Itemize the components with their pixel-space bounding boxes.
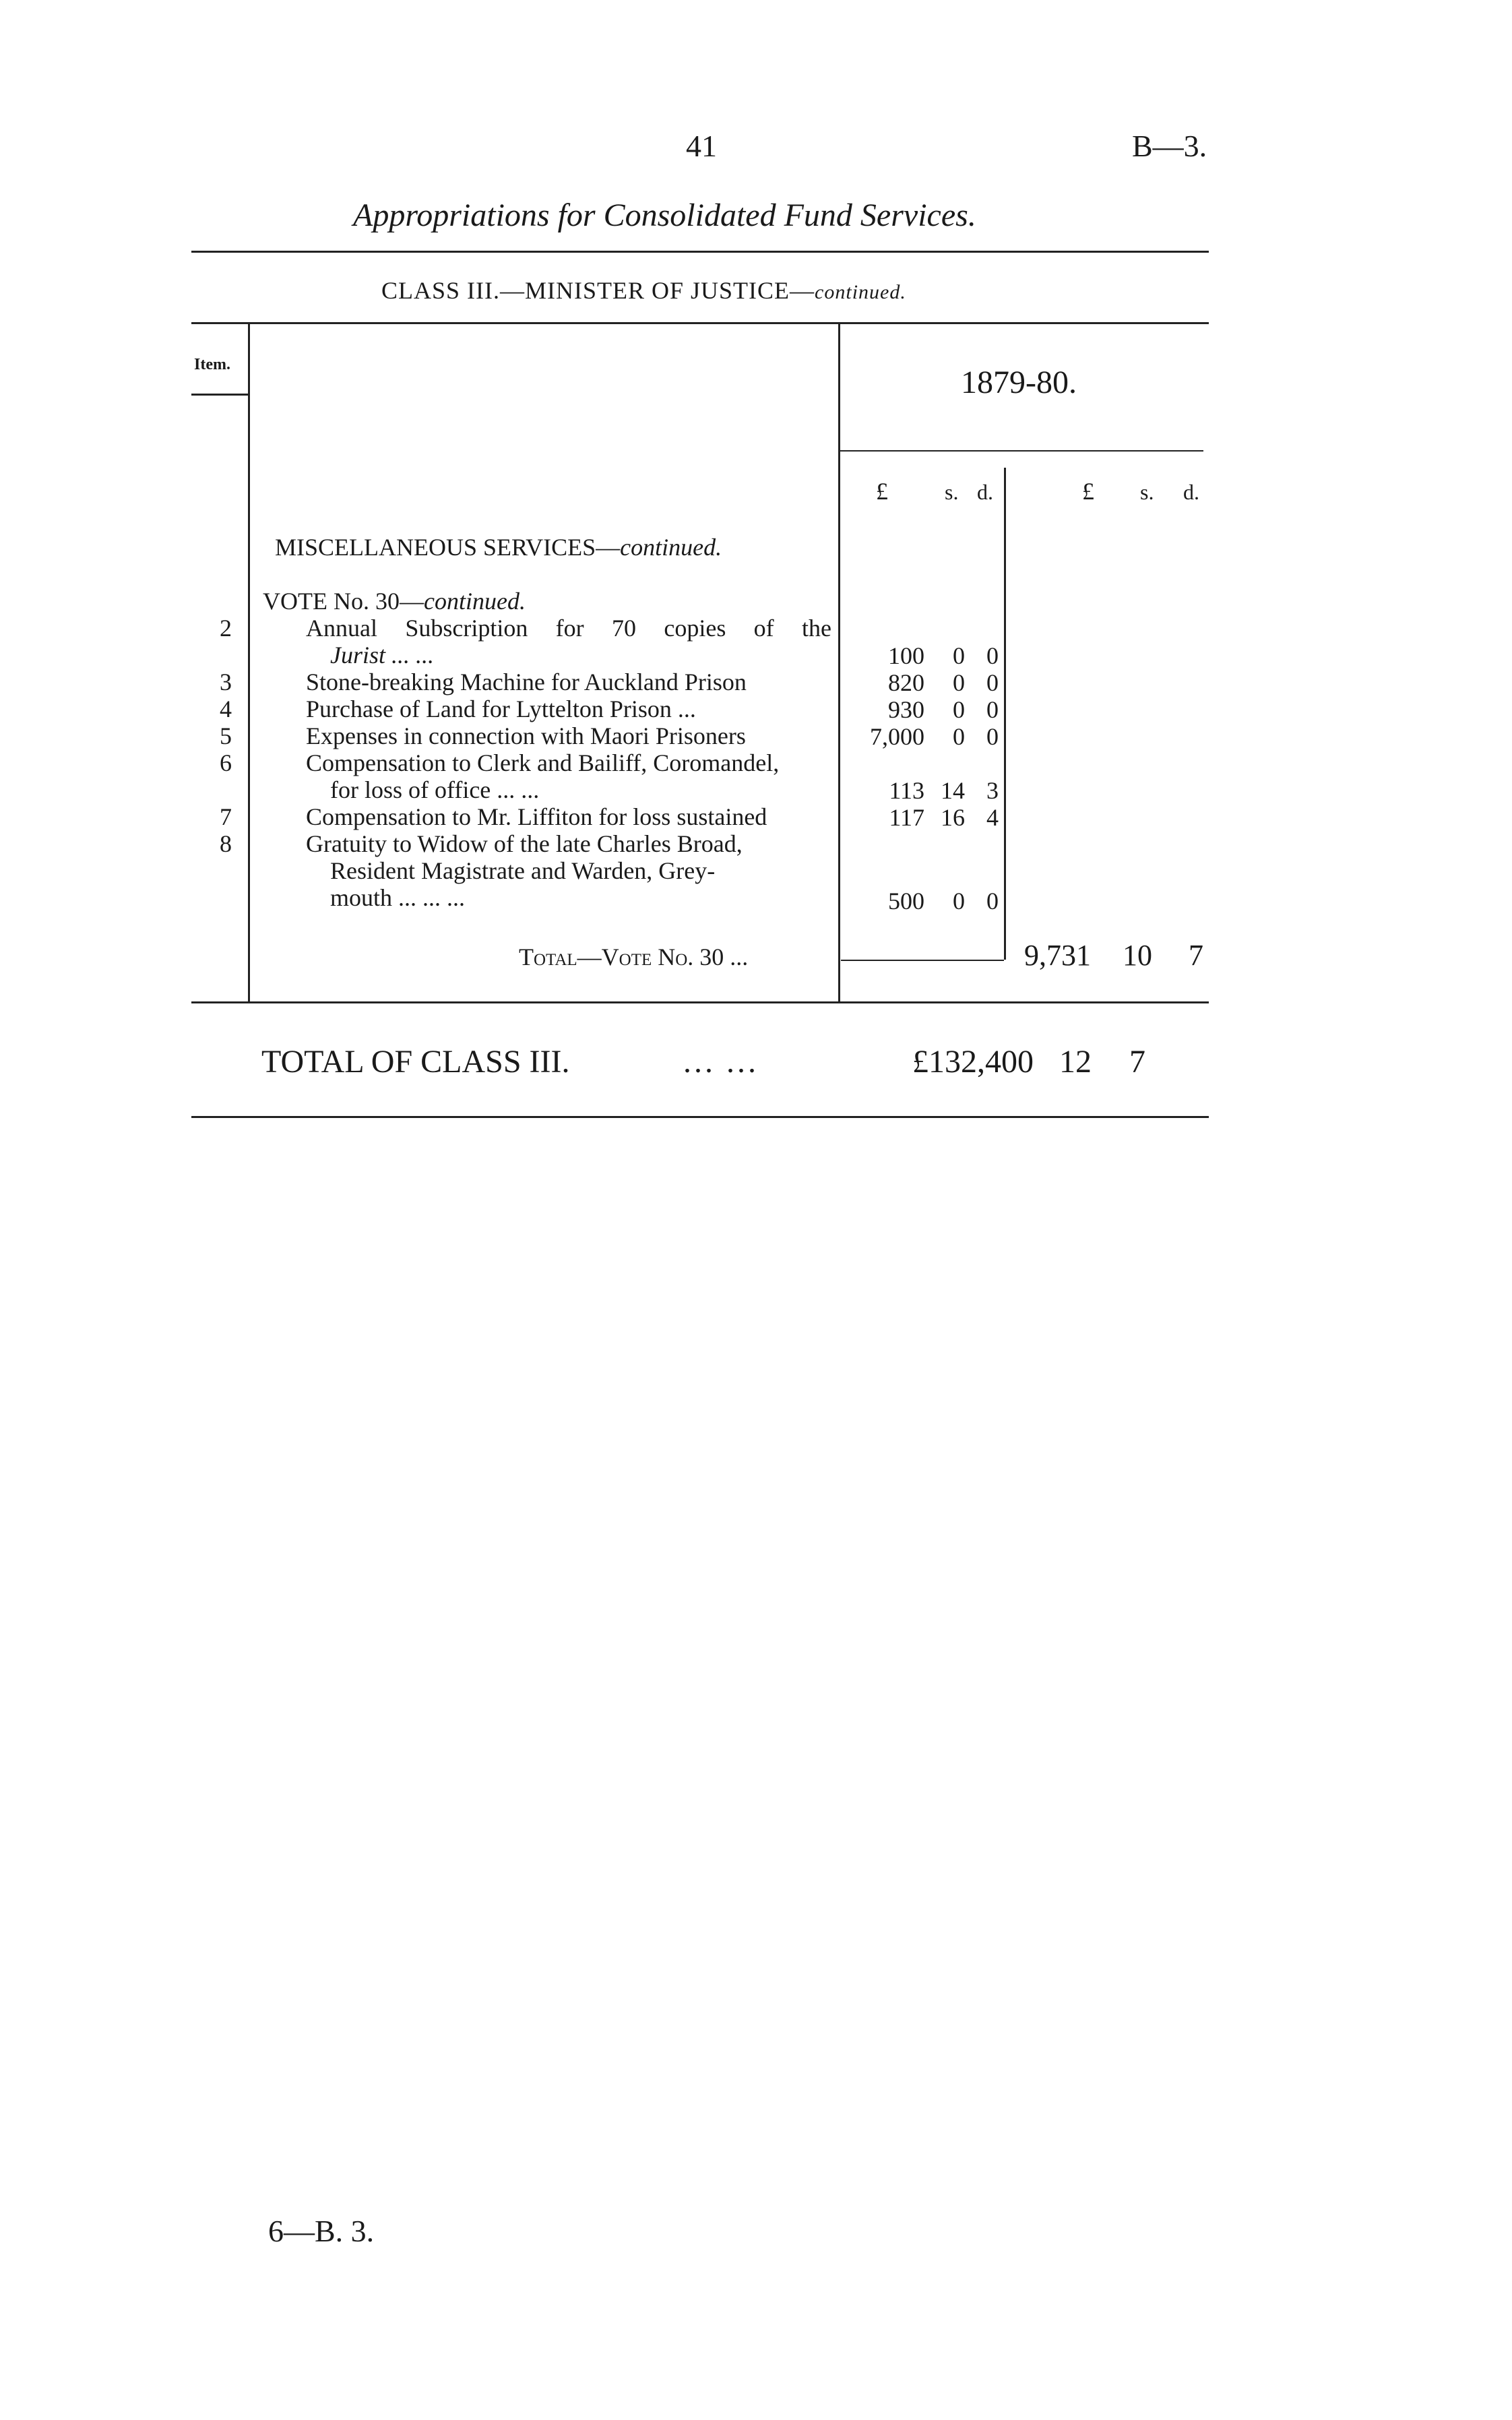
row-description: Jurist ... ... <box>330 642 435 669</box>
amount-pence: 0 <box>986 642 999 669</box>
row-description: Compensation to Clerk and Bailiff, Coromandel, <box>306 749 780 776</box>
row-description: Expenses in connection with Maori Prisoners <box>306 722 746 749</box>
row-description: Gratuity to Widow of the late Charles Broad, <box>306 830 743 857</box>
item-number: 8 <box>220 830 232 857</box>
vote-title: VOTE No. 30—continued. <box>263 588 526 615</box>
class-total-dots: ... ... <box>683 1044 759 1080</box>
class-total-label: TOTAL OF CLASS III. <box>261 1044 570 1080</box>
amount-shillings: 0 <box>953 642 965 669</box>
rule-table-bottom <box>191 1001 1209 1003</box>
year-header: 1879-80. <box>961 365 1077 400</box>
item-number: 3 <box>220 669 232 695</box>
signature-mark: 6—B. 3. <box>268 2214 375 2248</box>
rule-vertical-item <box>248 322 250 1001</box>
amount-pounds: 117 <box>889 804 924 831</box>
amount-pounds: 113 <box>889 777 924 804</box>
class-total-shillings: 12 <box>1059 1044 1092 1080</box>
item-number: 6 <box>220 749 232 776</box>
item-number: 2 <box>220 615 232 642</box>
page-number: 41 <box>686 129 717 163</box>
page-title: Appropriations for Consolidated Fund Services. <box>353 197 976 233</box>
amount-shillings: 16 <box>941 804 965 831</box>
item-header-underline <box>191 394 248 396</box>
rule-subtotal <box>841 960 1004 961</box>
amount-pence: 0 <box>986 888 999 914</box>
rule-final <box>191 1116 1209 1118</box>
row-description: Stone-breaking Machine for Auckland Prison <box>306 669 747 695</box>
row-description: for loss of office ... ... <box>330 776 540 803</box>
item-number: 7 <box>220 803 232 830</box>
amount-pence: 3 <box>986 777 999 804</box>
row-description: Resident Magistrate and Warden, Grey- <box>330 857 716 884</box>
pence-header: d. <box>977 480 993 504</box>
item-number: 5 <box>220 722 232 749</box>
amount-pence: 0 <box>986 723 999 750</box>
row-description: Compensation to Mr. Liffiton for loss sustained <box>306 803 767 830</box>
row-description: Purchase of Land for Lyttelton Prison ... <box>306 695 696 722</box>
vote-total-label: Total—Vote No. 30 ... <box>519 943 749 970</box>
section-title: MISCELLANEOUS SERVICES—continued. <box>275 534 722 561</box>
amount-pence: 0 <box>986 669 999 696</box>
row-description: mouth ... ... ... <box>330 884 466 911</box>
row-description: Annual Subscription for 70 copies of the <box>306 615 831 642</box>
amount-pounds: 7,000 <box>870 723 924 750</box>
amount-pence: 4 <box>986 804 999 831</box>
amount-shillings: 14 <box>941 777 965 804</box>
shillings-header: s. <box>945 480 959 504</box>
class-total-pence: 7 <box>1129 1044 1145 1080</box>
shillings-header-total: s. <box>1140 480 1154 504</box>
rule-vertical-desc <box>838 322 840 1001</box>
vote-total-pence: 7 <box>1189 939 1203 972</box>
amount-shillings: 0 <box>953 723 965 750</box>
pounds-header: £ <box>876 478 888 505</box>
amount-pence: 0 <box>986 696 999 723</box>
amount-pounds: 100 <box>888 642 924 669</box>
amount-pounds: 930 <box>888 696 924 723</box>
rule-vertical-amount <box>1004 468 1006 960</box>
item-column-header: Item. <box>194 356 230 373</box>
rule-top <box>191 251 1209 253</box>
amount-pounds: 500 <box>888 888 924 914</box>
rule-currency-header <box>840 450 1203 452</box>
rule-table-top <box>191 322 1209 324</box>
pounds-header-total: £ <box>1082 478 1094 505</box>
vote-total-pounds: 9,731 <box>1024 939 1091 972</box>
class-heading: CLASS III.—MINISTER OF JUSTICE—continued. <box>381 277 906 304</box>
pence-header-total: d. <box>1183 480 1199 504</box>
amount-shillings: 0 <box>953 888 965 914</box>
vote-total-shillings: 10 <box>1123 939 1152 972</box>
class-total-pounds: £132,400 <box>912 1044 1034 1080</box>
document-reference: B—3. <box>1132 129 1207 163</box>
amount-pounds: 820 <box>888 669 924 696</box>
amount-shillings: 0 <box>953 669 965 696</box>
amount-shillings: 0 <box>953 696 965 723</box>
item-number: 4 <box>220 695 232 722</box>
